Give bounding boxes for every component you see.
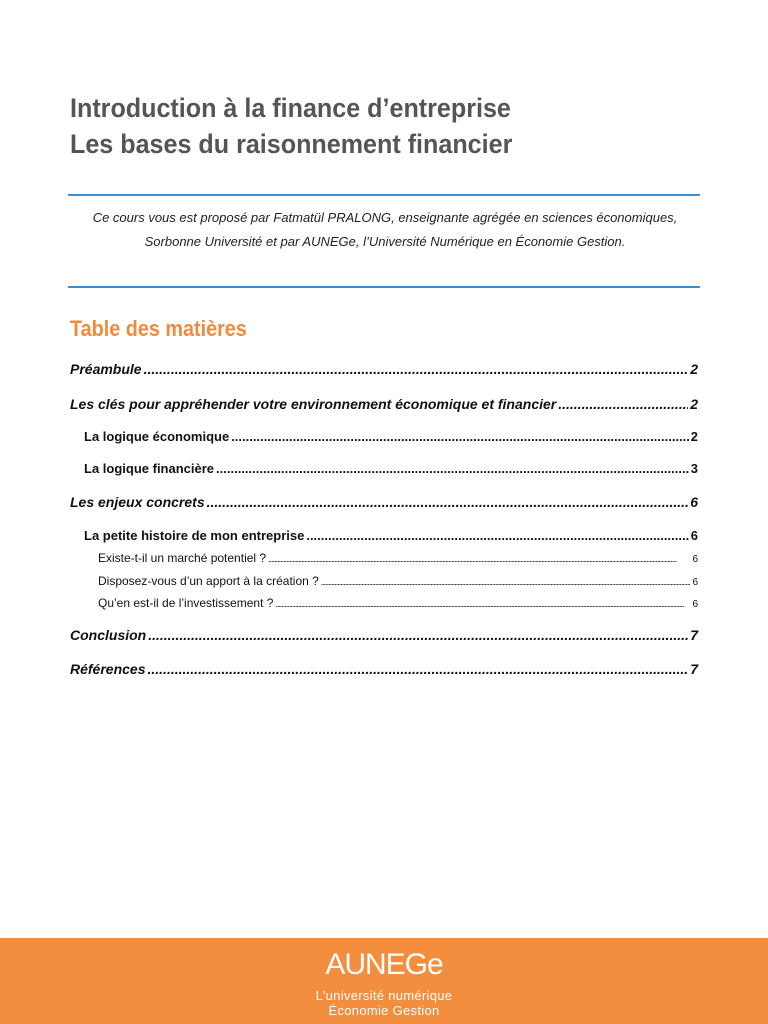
toc-entry-page: 2 <box>690 429 698 444</box>
aunege-logo: AUNEGe <box>325 948 443 981</box>
toc-entry-apport-creation[interactable] <box>98 574 698 588</box>
toc-leader <box>216 461 689 476</box>
toc-entry-logique-economique[interactable] <box>84 429 698 444</box>
toc-entry-title: Disposez-vous d’un apport à la création ? <box>98 574 319 588</box>
toc-entry-marche-potentiel[interactable] <box>98 551 698 565</box>
toc-entry-title: Références <box>70 661 146 677</box>
toc-leader <box>268 551 690 565</box>
toc-leader <box>144 361 689 377</box>
toc-entry-les-cles[interactable] <box>70 396 698 412</box>
document-title <box>70 90 665 162</box>
toc-heading: Table des matières <box>70 316 247 341</box>
toc-entry-page: 6 <box>692 599 698 610</box>
toc-leader <box>231 429 689 444</box>
toc-entry-page: 6 <box>690 494 698 510</box>
toc-entry-references[interactable] <box>70 661 698 677</box>
toc-entry-page: 3 <box>690 461 698 476</box>
toc-leader <box>148 661 689 677</box>
toc-leader <box>321 574 691 588</box>
toc-entry-page: 7 <box>690 661 698 677</box>
toc-leader <box>207 494 689 510</box>
toc-entry-investissement[interactable] <box>98 596 698 610</box>
title-line-2: Les bases du raisonnement financier <box>70 129 513 159</box>
toc-leader <box>148 627 688 643</box>
top-divider <box>68 194 700 196</box>
toc-entry-conclusion[interactable] <box>70 627 698 643</box>
logo-tagline-line-2: Économie Gestion <box>328 1003 440 1018</box>
footer-banner <box>0 938 768 1024</box>
toc-entry-title: Qu’en est-il de l’investissement ? <box>98 596 274 610</box>
toc-entry-title: Préambule <box>70 361 142 377</box>
title-line-1: Introduction à la finance d’entreprise <box>70 93 511 123</box>
toc-entry-page: 6 <box>690 528 698 543</box>
toc-leader <box>558 396 688 412</box>
intro-paragraph: Ce cours vous est proposé par Fatmatül PRALONG, enseignante agrégée en sciences économiques, Sorbonne Université et par AUNEGe, l’Université Numérique en Économie Gestion. <box>92 210 678 249</box>
toc-entry-title: Les enjeux concrets <box>70 494 205 510</box>
toc-leader <box>275 596 690 610</box>
toc-entry-title: Existe-t-il un marché potentiel ? <box>98 551 267 565</box>
toc-entry-title: La logique financière <box>84 461 215 476</box>
toc-entry-title: La petite histoire de mon entreprise <box>84 528 305 543</box>
bottom-divider <box>68 286 700 288</box>
toc-entry-page: 2 <box>690 396 698 412</box>
toc-entry-petite-histoire[interactable] <box>84 528 698 543</box>
toc-entry-title: Conclusion <box>70 627 147 643</box>
toc-entry-page: 2 <box>690 361 698 377</box>
toc-entry-enjeux-concrets[interactable] <box>70 494 698 510</box>
toc-entry-page: 6 <box>692 577 698 588</box>
toc-entry-page: 6 <box>692 554 698 565</box>
toc-entry-logique-financiere[interactable] <box>84 461 698 476</box>
toc-leader <box>306 528 688 543</box>
toc-entry-preambule[interactable] <box>70 361 698 377</box>
toc-entry-page: 7 <box>690 627 698 643</box>
toc-entry-title: Les clés pour appréhender votre environnement économique et financier <box>70 396 557 412</box>
toc-entry-title: La logique économique <box>84 429 230 444</box>
logo-tagline-line-1: L’université numérique <box>315 988 453 1003</box>
